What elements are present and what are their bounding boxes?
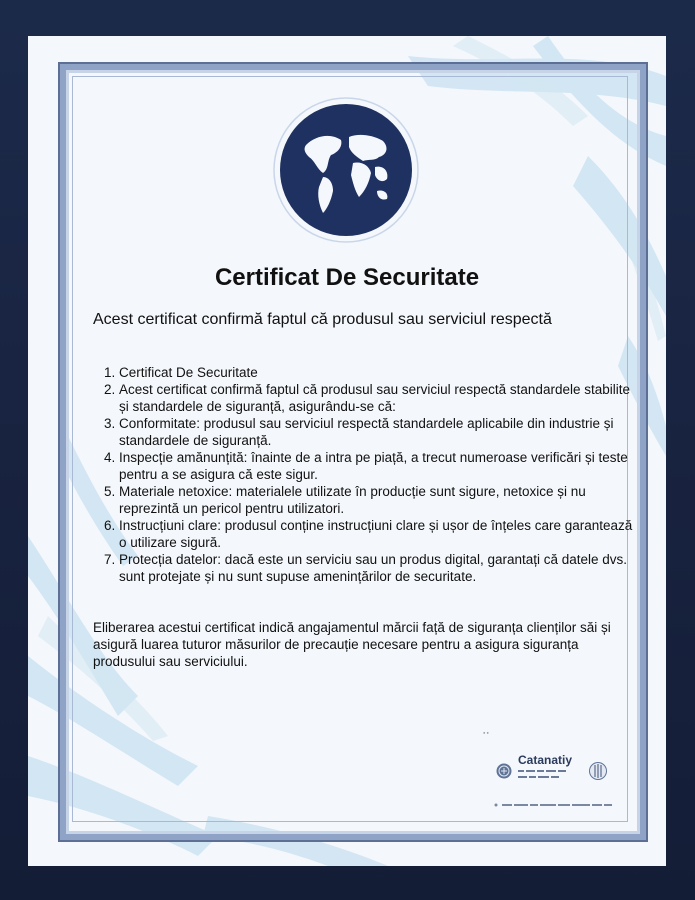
- company-logo-subtext: [518, 769, 582, 784]
- tiny-mark: ● ●: [483, 730, 489, 735]
- footer-fine-print: [494, 802, 614, 809]
- certificate-intro: Acest certificat confirmă faptul că produsul sau serviciul respectă: [93, 311, 552, 328]
- list-item: 3. Conformitate: produsul sau serviciul respectă standardele aplicabile din industrie și standardele de siguranță.: [119, 415, 639, 449]
- requirements-list: [93, 364, 639, 585]
- company-logo-text: Catanatiy: [518, 753, 573, 767]
- emblem-icon: [589, 762, 607, 780]
- list-item: 4. Inspecție amănunțită: înainte de a intra pe piață, a trecut numeroase verificări și teste pentru a se asigura că este sigur.: [119, 449, 639, 483]
- list-item: 6. Instrucțiuni clare: produsul conține instrucțiuni clare și ușor de înțeles care garantează o utilizare sigură.: [119, 517, 639, 551]
- list-item: 2. Acest certificat confirmă faptul că produsul sau serviciul respectă standardele stabilite și standardele de siguranță, asigurându-se că:: [119, 381, 639, 415]
- seal-icon: [496, 763, 512, 779]
- list-item: 1. Certificat De Securitate: [119, 364, 639, 381]
- list-item: 7. Protecția datelor: dacă este un serviciu sau un produs digital, garantați că datele dvs. sunt protejate și nu sunt supuse amenințărilor de securitate.: [119, 551, 639, 585]
- certificate-title: Certificat De Securitate: [214, 264, 480, 291]
- list-item: 5. Materiale netoxice: materialele utilizate în producție sunt sigure, netoxice și nu reprezintă un pericol pentru utilizatori.: [119, 483, 639, 517]
- closing-paragraph: Eliberarea acestui certificat indică angajamentul mărcii față de siguranța clienților săi și asigură luarea tuturor măsurilor de precauție necesare pentru a asigura siguranța produsului sau serviciului.: [93, 620, 611, 669]
- certificate-paper: [28, 36, 666, 866]
- globe-icon: [271, 95, 421, 245]
